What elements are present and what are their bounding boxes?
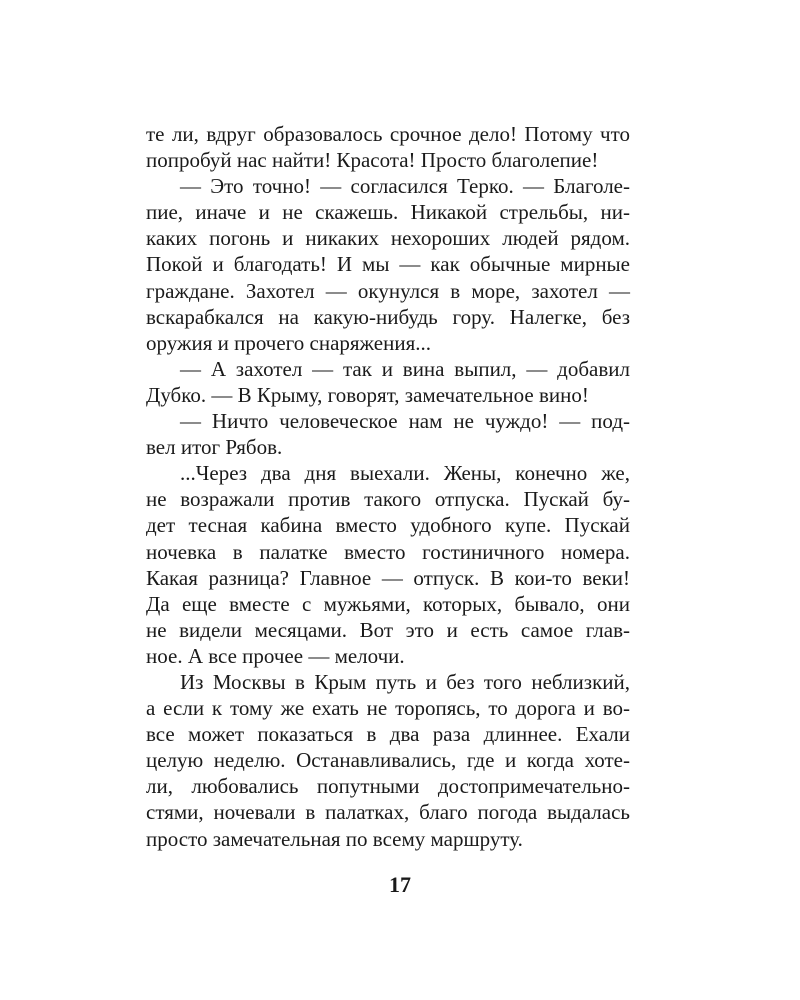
text-line: — Это точно! — согласился Терко. — Благоле- — [180, 174, 630, 199]
text-line: Да еще вместе с мужьями, которых, бывало, они — [146, 591, 630, 616]
text-line: Покой и благодать! И мы — как обычные мирные — [146, 252, 630, 277]
text-line: попробуй нас найти! Красота! Просто благолепие! — [146, 148, 599, 173]
book-page-text — [146, 121, 630, 852]
page-number: 17 — [389, 872, 411, 897]
text-line: пие, иначе и не скажешь. Никакой стрельбы, ни- — [146, 200, 630, 225]
text-line: ...Через два дня выехали. Жены, конечно же, — [180, 461, 630, 486]
text-line: ное. А все прочее — мелочи. — [146, 643, 405, 668]
text-line: просто замечательная по всему маршруту. — [146, 826, 523, 851]
text-line: не возражали против такого отпуска. Пускай бу- — [146, 487, 630, 512]
text-line: — Ничто человеческое нам не чуждо! — под- — [180, 409, 630, 434]
text-line: Из Москвы в Крым путь и без того неблизкий, — [180, 669, 630, 694]
text-line: а если к тому же ехать не торопясь, то дорога и во- — [146, 696, 630, 721]
text-line: Какая разница? Главное — отпуск. В кои-то веки! — [146, 565, 630, 590]
text-line: ночевка в палатке вместо гостиничного номера. — [146, 539, 630, 564]
text-line: ли, любовались попутными достопримечательно- — [146, 774, 630, 799]
text-line: граждане. Захотел — окунулся в море, захотел — — [146, 278, 630, 303]
text-line: все может показаться в два раза длиннее. Ехали — [146, 722, 630, 747]
text-line: вскарабкался на какую-нибудь гору. Налегке, без — [146, 304, 630, 329]
text-line: стями, ночевали в палатках, благо погода выдалась — [146, 800, 630, 825]
text-line: каких погонь и никаких нехороших людей рядом. — [146, 226, 630, 251]
text-line: вел итог Рябов. — [146, 435, 283, 460]
text-line: целую неделю. Останавливались, где и когда хоте- — [146, 748, 630, 773]
text-line: — А захотел — так и вина выпил, — добавил — [180, 356, 630, 381]
text-line: те ли, вдруг образовалось срочное дело! Потому что — [146, 122, 630, 146]
text-line: не видели месяцами. Вот это и есть самое глав- — [146, 617, 630, 642]
text-line: оружия и прочего снаряжения... — [146, 330, 431, 355]
text-line: Дубко. — В Крыму, говорят, замечательное вино! — [146, 382, 589, 407]
text-line: дет тесная кабина вместо удобного купе. Пускай — [146, 513, 630, 538]
